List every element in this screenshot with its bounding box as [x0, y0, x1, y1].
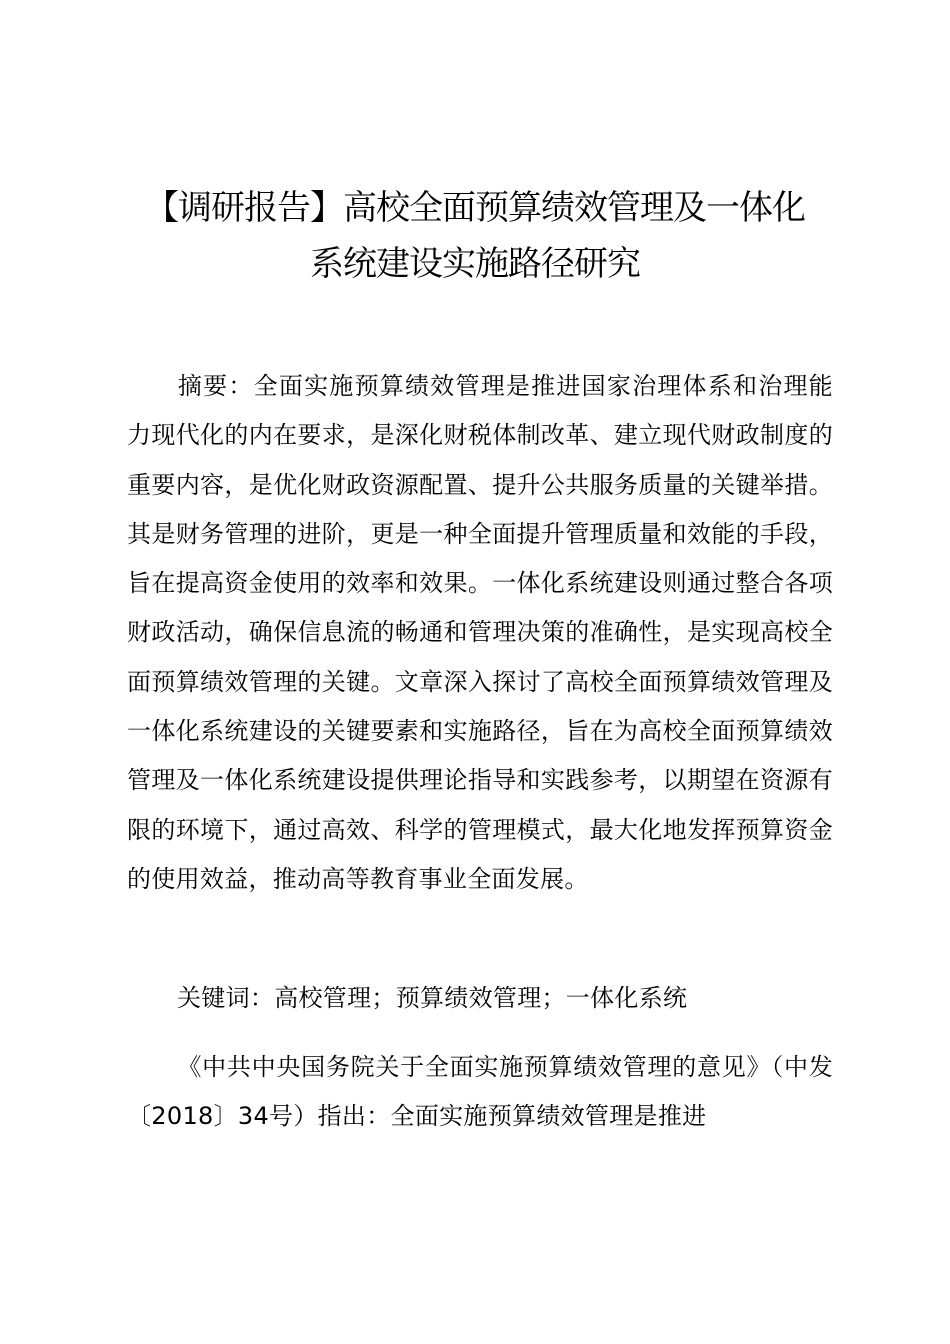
- abstract-paragraph: [127, 362, 833, 904]
- citation-text: 《中共中央国务院关于全面实施预算绩效管理的意见》（中发〔2018〕34号）指出：全面实施预算绩效管理是推进: [127, 1053, 833, 1131]
- keywords-paragraph: [127, 974, 833, 1023]
- keywords-text: 关键词：高校管理；预算绩效管理；一体化系统: [177, 984, 688, 1012]
- title-line-2: 系统建设实施路径研究: [310, 244, 640, 284]
- title-line-1: 【调研报告】高校全面预算绩效管理及一体化: [145, 188, 805, 228]
- abstract-text: 摘要：全面实施预算绩效管理是推进国家治理体系和治理能力现代化的内在要求，是深化财税体制改革、建立现代财政制度的重要内容，是优化财政资源配置、提升公共服务质量的关键举措。其是财务管理的进阶，更是一种全面提升管理质量和效能的手段，旨在提高资金使用的效率和效果。一体化系统建设则通过整合各项财政活动，确保信息流的畅通和管理决策的准确性，是实现高校全面预算绩效管理的关键。文章深入探讨了高校全面预算绩效管理及一体化系统建设的关键要素和实施路径，旨在为高校全面预算绩效管理及一体化系统建设提供理论指导和实践参考，以期望在资源有限的环境下，通过高效、科学的管理模式，最大化地发挥预算资金的使用效益，推动高等教育事业全面发展。: [127, 372, 833, 893]
- document-title: [100, 180, 850, 292]
- citation-paragraph: [127, 1043, 833, 1142]
